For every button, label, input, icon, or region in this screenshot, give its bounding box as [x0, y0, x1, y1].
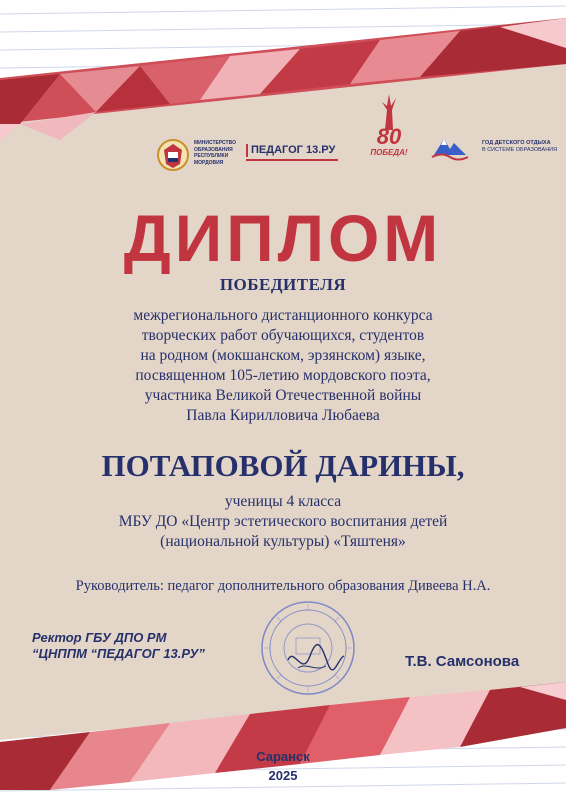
contest-line: на родном (мокшанском, эрзянском) языке, — [140, 347, 426, 364]
victory-label: ПОБЕДА! — [370, 148, 408, 157]
footer-city: Саранск — [256, 749, 310, 764]
official-stamp-icon — [258, 598, 358, 698]
pedagog-logo-text: ПЕДАГОГ 13.РУ — [251, 144, 336, 156]
recipient-name: ПОТАПОВОЙ ДАРИНЫ, — [101, 448, 465, 483]
contest-line: межрегионального дистанционного конкурса — [133, 307, 433, 324]
ministry-emblem-icon — [156, 138, 190, 172]
footer-year: 2025 — [268, 768, 298, 783]
victory-80-number: 80 — [376, 124, 402, 149]
year-of-rest-text — [482, 140, 557, 154]
ministry-line: МИНИСТЕРСТВО — [194, 140, 236, 146]
ministry-logo-text — [194, 140, 236, 166]
year-of-rest-line: В СИСТЕМЕ ОБРАЗОВАНИЯ — [482, 147, 558, 153]
supervisor-line: Руководитель: педагог дополнительного образования Дивеева Н.А. — [75, 578, 491, 594]
ministry-line: РЕСПУБЛИКИ — [194, 153, 229, 159]
year-of-rest-logo-icon — [430, 135, 470, 161]
pedagog-logo-underline — [246, 159, 338, 161]
recipient-detail: ученицы 4 класса — [224, 493, 342, 510]
rector-title: Ректор ГБУ ДПО РМ — [32, 630, 167, 645]
ministry-line: ОБРАЗОВАНИЯ — [194, 146, 233, 153]
recipient-detail: (национальной культуры) «Тяштеня» — [160, 533, 406, 550]
rector-name: Т.В. Самсонова — [405, 653, 520, 670]
pedagog-logo — [246, 144, 335, 157]
contest-line: творческих работ обучающихся, студентов — [141, 327, 425, 344]
rector-organization: “ЦНППМ “ПЕДАГОГ 13.РУ” — [32, 646, 205, 661]
contest-line: Павла Кирилловича Любаева — [186, 407, 380, 424]
contest-line: участника Великой Отечественной войны — [144, 387, 422, 404]
ministry-line: МОРДОВИЯ — [194, 159, 224, 166]
diploma-title: ДИПЛОМ — [123, 201, 443, 275]
contest-line: посвященном 105-летию мордовского поэта, — [135, 367, 431, 384]
recipient-detail: МБУ ДО «Центр эстетического воспитания детей — [118, 513, 448, 530]
year-of-rest-line: ГОД ДЕТСКОГО ОТДЫХА — [482, 140, 551, 146]
winner-label: ПОБЕДИТЕЛЯ — [219, 275, 347, 294]
